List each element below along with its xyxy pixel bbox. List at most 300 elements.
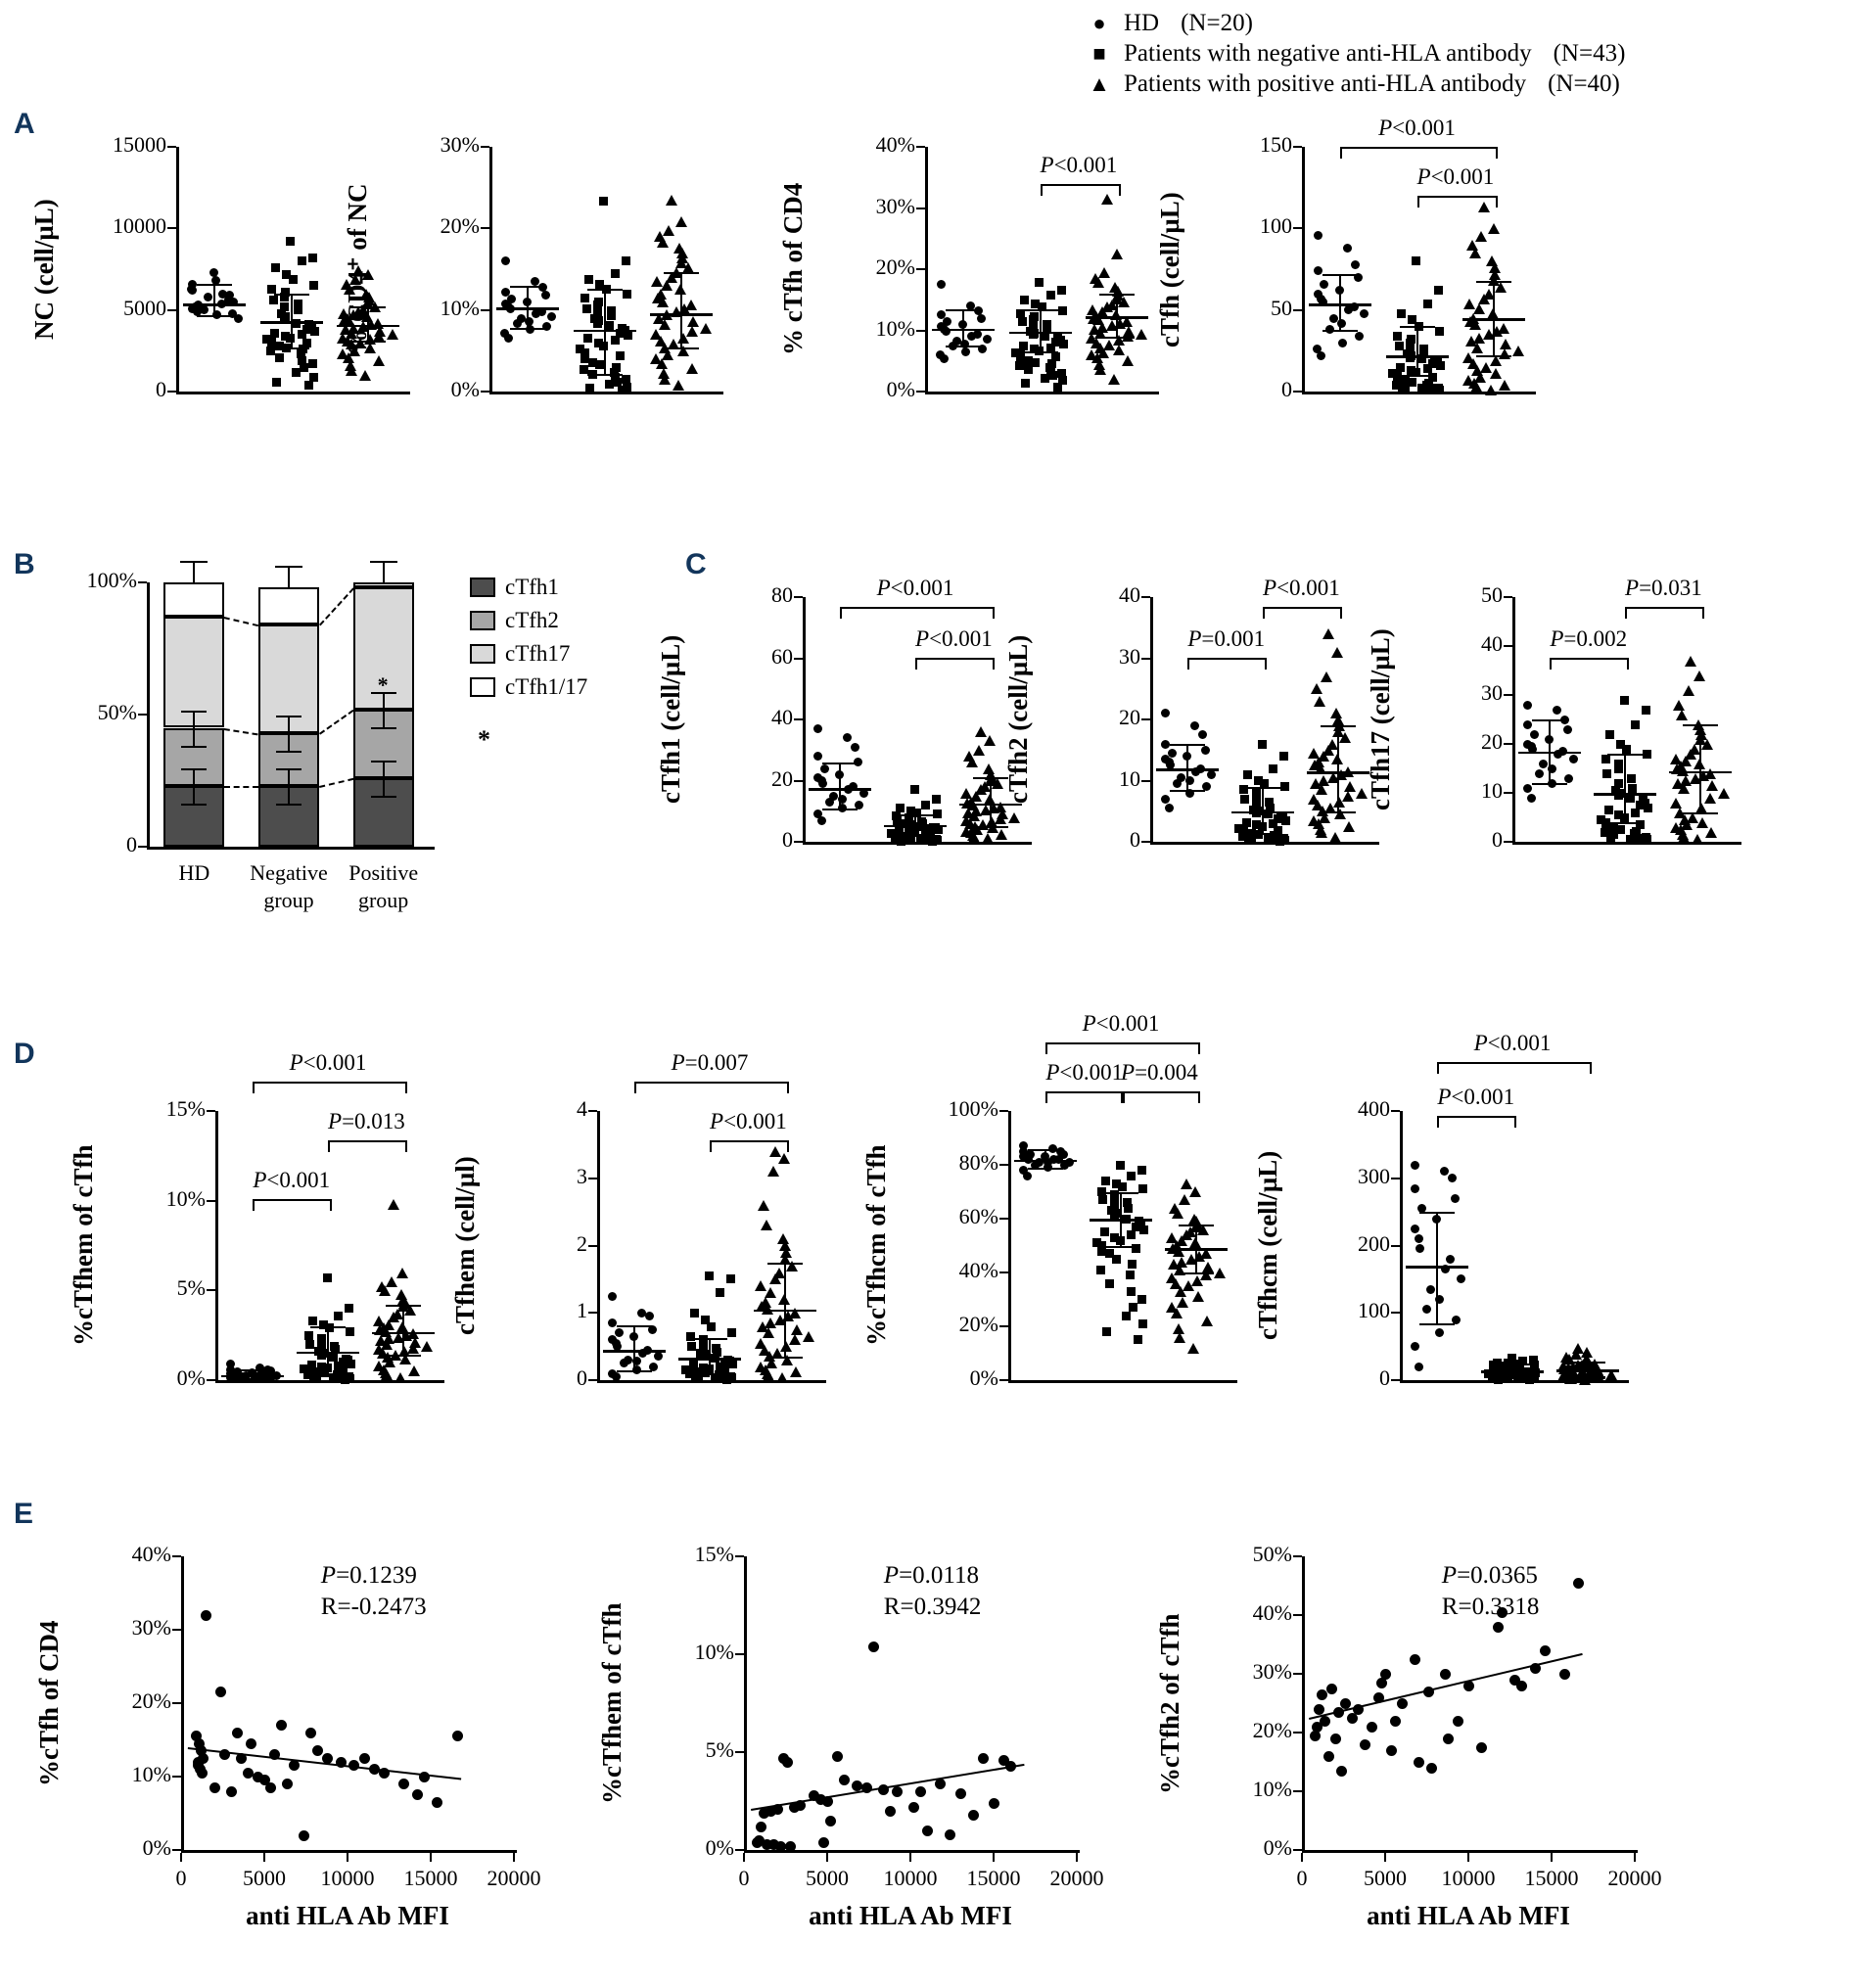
y-tick-label: 5%: [176, 1275, 206, 1301]
p-value-label: P=0.0118: [883, 1562, 979, 1589]
significance-bracket: [1417, 196, 1498, 208]
connector-line: [224, 728, 258, 735]
data-point: [1057, 286, 1066, 295]
data-point: [1530, 1663, 1541, 1674]
x-tick-label: 15000: [966, 1866, 1021, 1890]
legend-item-square: [1087, 40, 1625, 68]
data-point: [246, 1738, 256, 1749]
data-point: [1198, 730, 1207, 739]
error-cap-bottom: [692, 1373, 727, 1375]
x-tick: [909, 1853, 911, 1862]
x-tick-label: 5000: [806, 1866, 849, 1890]
data-point: [1706, 780, 1718, 791]
data-point: [513, 319, 522, 328]
data-point: [334, 1312, 343, 1320]
data-point: [1527, 794, 1536, 803]
data-point: [1513, 1374, 1522, 1383]
legend-label: cTfh2: [505, 608, 559, 632]
data-point: [1411, 1161, 1419, 1170]
y-tick: [999, 1325, 1008, 1327]
error-cap-top: [664, 272, 699, 274]
data-point: [1569, 755, 1578, 763]
y-tick-label: 0: [1130, 827, 1140, 852]
data-point: [1678, 832, 1690, 843]
legend-item-triangle: [1087, 70, 1625, 98]
error-bar: [1262, 787, 1264, 833]
y-tick: [481, 227, 489, 229]
error-bar: [839, 763, 841, 809]
y-tick: [481, 391, 489, 393]
data-point: [1053, 383, 1062, 392]
data-point: [419, 1772, 430, 1782]
x-tick-label: group: [357, 888, 409, 912]
data-point: [1137, 1166, 1146, 1175]
data-point: [1165, 804, 1174, 812]
data-point: [1605, 730, 1614, 739]
data-point: [396, 1268, 408, 1278]
data-point: [933, 809, 942, 818]
y-axis-title: cTfhem (cell/µl): [450, 1156, 480, 1335]
data-point: [1314, 696, 1325, 707]
data-point: [1490, 368, 1502, 379]
y-tick-label: 0%: [705, 1835, 734, 1860]
data-point: [1573, 1578, 1584, 1589]
y-tick-label: 0: [126, 832, 137, 856]
y-tick-label: 30%: [1252, 1659, 1292, 1684]
data-point: [310, 327, 319, 336]
y-axis: [1512, 597, 1515, 844]
data-point: [1626, 835, 1635, 844]
data-point: [1311, 683, 1322, 694]
y-tick-label: 0: [1492, 827, 1503, 852]
error-cap-bottom: [822, 809, 858, 810]
data-point: [584, 275, 593, 284]
data-point: [657, 297, 669, 307]
y-tick-label: 20%: [958, 1312, 998, 1336]
data-point: [269, 1749, 280, 1760]
data-point: [605, 380, 614, 389]
error-cap-bottom: [274, 347, 309, 349]
y-tick: [1293, 227, 1302, 229]
y-tick: [1504, 596, 1512, 598]
y-axis: [1302, 1556, 1305, 1852]
x-tick: [1634, 1853, 1636, 1862]
y-tick: [794, 596, 803, 598]
data-point: [504, 334, 513, 343]
data-point: [1138, 1184, 1147, 1193]
data-point: [1098, 1195, 1107, 1204]
y-tick: [916, 268, 925, 270]
error-bar: [1186, 744, 1188, 790]
y-tick-label: 50%: [1252, 1542, 1292, 1566]
y-tick-label: 0: [1379, 1365, 1390, 1390]
data-point: [937, 280, 946, 289]
data-point: [373, 355, 385, 366]
data-point: [1317, 351, 1325, 360]
data-point: [1563, 725, 1572, 734]
legend-label: HD: [1124, 10, 1160, 36]
data-point: [1113, 345, 1125, 355]
legend-swatch-cTfh1: [470, 578, 495, 597]
x-tick: [263, 1853, 265, 1862]
error-bar: [1120, 1192, 1122, 1246]
data-point: [659, 374, 671, 385]
significance-star: *: [377, 672, 389, 697]
data-point: [289, 275, 298, 284]
data-point: [832, 1751, 843, 1762]
data-point: [1485, 385, 1497, 395]
data-point: [1343, 821, 1355, 832]
data-point: [611, 269, 620, 278]
y-tick-label: 20%: [875, 254, 915, 279]
y-tick: [1293, 1790, 1302, 1792]
y-tick-label: 30: [1119, 643, 1140, 669]
y-tick-label: 0%: [886, 377, 915, 401]
data-point: [1415, 1234, 1423, 1243]
error-cap-top: [386, 1305, 421, 1307]
data-point: [885, 1806, 896, 1817]
legend-swatch-cTfh1/17: [470, 677, 495, 697]
y-tick: [588, 1312, 597, 1314]
error-bar: [1436, 1212, 1438, 1322]
data-point: [593, 319, 602, 328]
error-cap-top: [692, 1338, 727, 1340]
y-axis: [1150, 597, 1153, 844]
data-point: [605, 321, 614, 330]
data-point: [803, 1331, 814, 1342]
y-tick-label: 50%: [97, 700, 137, 724]
error-cap-bottom: [1245, 833, 1280, 835]
error-cap-inner: [276, 804, 302, 806]
data-point: [1434, 286, 1443, 295]
y-tick-label: 20%: [1252, 1718, 1292, 1742]
p-value-label: P=0.002: [1550, 626, 1628, 651]
y-tick: [1293, 146, 1302, 148]
data-point: [243, 1768, 254, 1779]
x-tick-label: Negative: [250, 860, 328, 885]
error-bar: [1195, 1225, 1197, 1273]
data-point: [599, 197, 608, 206]
y-tick-label: 1: [577, 1298, 587, 1323]
y-tick-label: 30%: [440, 132, 480, 157]
error-cap-inner: [181, 804, 207, 806]
data-point: [1177, 1297, 1188, 1308]
data-point: [345, 1304, 353, 1313]
data-point: [945, 1829, 955, 1840]
data-point: [1201, 746, 1210, 755]
panel-letter-d: D: [14, 1038, 35, 1070]
y-tick-label: 30: [1481, 680, 1503, 705]
data-point: [267, 285, 276, 294]
data-point: [940, 354, 949, 363]
y-tick-label: 0%: [142, 1835, 171, 1860]
data-point: [1281, 816, 1290, 825]
y-tick: [172, 1849, 181, 1851]
p-value-label: P<0.001: [1082, 1011, 1160, 1036]
data-point: [1446, 1255, 1455, 1264]
data-point: [622, 256, 630, 265]
y-tick: [167, 227, 176, 229]
error-cap-top: [274, 294, 309, 296]
y-tick: [167, 391, 176, 393]
data-point: [1443, 1734, 1454, 1744]
data-point: [916, 836, 925, 845]
data-point: [1138, 1319, 1147, 1328]
data-point: [910, 785, 919, 794]
data-point: [541, 291, 550, 300]
y-tick-label: 3: [577, 1163, 587, 1188]
data-point: [1414, 1757, 1424, 1768]
y-tick-label: 40: [771, 705, 793, 729]
data-point: [226, 1786, 237, 1797]
y-tick-label: 60: [771, 643, 793, 669]
data-point: [347, 1360, 355, 1368]
connector-line: [224, 617, 258, 626]
data-point: [1398, 386, 1407, 394]
significance-bracket: [915, 658, 995, 670]
data-point: [657, 237, 669, 248]
data-point: [984, 735, 996, 746]
y-tick: [1293, 1673, 1302, 1675]
error-cap-top: [1400, 326, 1435, 328]
error-cap-bottom: [898, 834, 933, 836]
y-tick: [1504, 792, 1512, 794]
y-tick: [1391, 1245, 1400, 1247]
y-tick-label: 15000: [113, 132, 166, 157]
data-point: [1453, 1716, 1463, 1727]
error-bar: [1040, 309, 1042, 352]
y-tick: [1391, 1312, 1400, 1314]
data-point: [308, 359, 317, 368]
error-cap-bottom: [664, 347, 699, 349]
data-point: [955, 1788, 966, 1799]
data-point: [379, 1285, 391, 1296]
data-point: [1314, 266, 1322, 275]
data-point: [308, 254, 317, 262]
data-point: [1411, 1342, 1419, 1351]
data-point: [1495, 282, 1507, 293]
bar-segment-cTfh1/17: [258, 587, 319, 624]
data-point: [785, 1841, 796, 1852]
data-point: [645, 1312, 654, 1320]
panel-letter-b: B: [14, 548, 35, 580]
data-point: [673, 380, 684, 391]
data-point: [308, 1317, 317, 1325]
y-tick-label: 10000: [113, 213, 166, 239]
data-point: [608, 1318, 617, 1327]
y-tick-label: 100%: [86, 568, 137, 592]
data-point: [1252, 792, 1261, 801]
error-cap-top: [1322, 274, 1358, 276]
data-point: [1137, 1295, 1146, 1304]
y-axis-title: %cTfh2 of cTfh: [1155, 1613, 1184, 1794]
y-tick-label: 80: [771, 582, 793, 607]
data-point: [1171, 1308, 1183, 1318]
error-cap-top: [510, 286, 545, 288]
panel-letter-a: A: [14, 108, 35, 140]
y-tick-label: 10: [1119, 765, 1140, 791]
data-point: [1124, 1204, 1133, 1213]
data-point: [1620, 696, 1629, 705]
data-point: [412, 1789, 423, 1800]
data-point: [1127, 1172, 1136, 1180]
data-point: [763, 1370, 774, 1381]
y-tick: [999, 1164, 1008, 1166]
data-point: [1127, 1287, 1136, 1296]
error-cap-top: [822, 763, 858, 764]
data-point: [580, 365, 588, 374]
y-axis: [181, 1556, 184, 1852]
y-tick: [1141, 841, 1150, 843]
connector-line: [319, 587, 354, 625]
y-tick-label: 20: [771, 765, 793, 791]
data-point: [1638, 836, 1647, 845]
data-point: [1705, 827, 1717, 838]
y-axis: [1008, 1111, 1011, 1382]
data-point: [761, 1220, 772, 1230]
y-tick: [207, 1289, 215, 1291]
x-axis: [1302, 1850, 1638, 1853]
data-point: [583, 334, 592, 343]
error-bar: [1493, 281, 1495, 356]
x-tick: [1076, 1853, 1078, 1862]
error-cap-bottom: [1400, 375, 1435, 377]
y-tick-label: 0: [156, 377, 166, 401]
y-tick-label: 0%: [1263, 1835, 1292, 1860]
y-tick: [916, 330, 925, 332]
r-value-label: R=0.3318: [1441, 1594, 1540, 1620]
data-point: [379, 1768, 390, 1779]
data-point: [1112, 1255, 1121, 1264]
x-tick: [743, 1853, 745, 1862]
x-tick: [513, 1853, 515, 1862]
data-point: [348, 1760, 359, 1771]
x-tick-label: 20000: [1049, 1866, 1104, 1890]
error-cap-top: [1170, 744, 1205, 746]
x-axis-title: anti HLA Ab MFI: [1367, 1901, 1570, 1930]
error-cap-top: [767, 1263, 803, 1265]
data-point: [1435, 327, 1444, 336]
data-point: [1530, 730, 1539, 739]
data-point: [1415, 1244, 1424, 1253]
data-point: [977, 314, 986, 323]
data-point: [272, 378, 281, 387]
y-tick: [167, 309, 176, 311]
y-tick-label: 100%: [948, 1096, 998, 1121]
error-cap-bottom: [1321, 811, 1356, 813]
error-cap-inner: [181, 768, 207, 770]
data-point: [1173, 779, 1182, 788]
data-point: [1320, 280, 1328, 289]
y-tick: [1293, 1732, 1302, 1734]
y-tick-label: 50: [1271, 295, 1292, 320]
error-cap-top: [1179, 1225, 1214, 1226]
data-point: [813, 724, 822, 733]
data-point: [982, 833, 994, 844]
data-point: [582, 304, 591, 313]
r-value-label: R=0.3942: [883, 1594, 982, 1620]
data-point: [200, 305, 209, 314]
data-point: [908, 1802, 919, 1813]
data-point: [1426, 1763, 1437, 1774]
error-cap: [370, 561, 397, 563]
data-point: [691, 1374, 700, 1383]
data-point: [322, 1753, 333, 1764]
data-point: [1338, 339, 1347, 347]
data-point: [209, 1782, 220, 1793]
error-cap: [275, 566, 302, 568]
data-point: [1111, 249, 1123, 259]
error-bar: [1699, 724, 1701, 812]
data-point: [1602, 769, 1611, 778]
y-axis: [215, 1111, 218, 1382]
error-cap-bottom: [310, 1375, 346, 1377]
data-point: [1351, 260, 1360, 269]
data-point: [1430, 386, 1439, 394]
y-tick: [999, 1271, 1008, 1273]
data-point: [817, 816, 826, 825]
data-point: [398, 1779, 409, 1789]
data-point: [756, 1822, 766, 1832]
legend-count: (N=20): [1181, 10, 1253, 36]
error-cap-top: [1023, 309, 1058, 311]
data-point: [408, 1365, 420, 1376]
error-cap-bottom: [1683, 812, 1718, 814]
data-point: [1553, 706, 1561, 715]
data-point: [1314, 1704, 1324, 1715]
y-tick-label: 10%: [694, 1640, 734, 1664]
legend-swatch-cTfh2: [470, 611, 495, 630]
x-axis: [489, 392, 723, 394]
error-cap-top: [1495, 1364, 1530, 1365]
y-tick: [138, 714, 147, 716]
legend-label: cTfh1/17: [505, 674, 588, 699]
y-tick: [207, 1379, 215, 1381]
data-point: [1127, 1230, 1136, 1239]
data-point: [921, 801, 930, 809]
p-value-label: P=0.031: [1625, 576, 1702, 600]
p-value-label: P<0.001: [1378, 116, 1456, 140]
y-tick: [916, 208, 925, 209]
data-point: [1471, 383, 1483, 393]
y-tick-label: 2: [577, 1230, 587, 1256]
y-tick-label: 20: [1481, 729, 1503, 754]
data-point: [1174, 1332, 1185, 1343]
data-point: [1718, 788, 1730, 799]
significance-bracket: [1625, 607, 1704, 619]
significance-star: *: [478, 724, 490, 754]
data-point: [607, 311, 616, 320]
y-tick: [999, 1218, 1008, 1220]
x-tick: [430, 1853, 432, 1862]
data-point: [1118, 1182, 1127, 1191]
data-point: [1423, 300, 1432, 308]
data-point: [1190, 721, 1199, 730]
data-point: [861, 1782, 872, 1793]
legend-item-circle: [1087, 10, 1625, 37]
error-cap-top: [1570, 1362, 1605, 1364]
x-tick-label: 10000: [1441, 1866, 1496, 1890]
y-tick: [1504, 841, 1512, 843]
data-point: [820, 764, 829, 773]
data-point: [201, 1610, 211, 1621]
legend-label: cTfh1: [505, 575, 559, 599]
data-point: [1126, 1271, 1135, 1279]
y-tick-label: 15%: [165, 1096, 206, 1121]
y-tick-label: 40%: [131, 1542, 171, 1566]
data-point: [727, 1328, 736, 1337]
data-point: [778, 1153, 790, 1164]
